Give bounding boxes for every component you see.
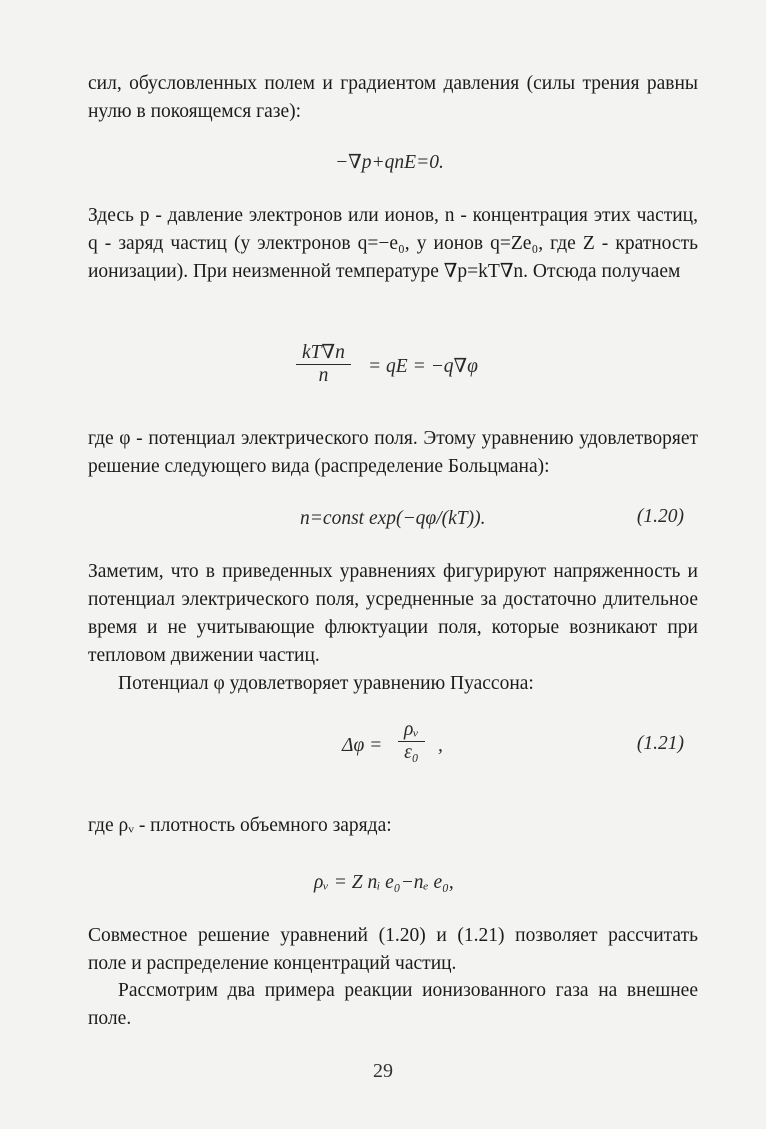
equation-boltzmann-distribution: n=const exp(−qφ/(kT)). [300, 508, 486, 529]
page-number: 29 [373, 1060, 393, 1082]
paragraph-2-prefix: Здесь [88, 205, 140, 226]
paragraph-2 [88, 202, 698, 286]
paragraph-7: Совместное решение уравнений (1.20) и (1.21) позволяет рассчитать поле и распределение концентраций частиц. [88, 925, 698, 974]
paragraph-8: Рассмотрим два примера реакции ионизованного газа на внешнее поле. [88, 980, 698, 1029]
paragraph-1: сил, обусловленных полем и градиентом давления (силы трения равны нулю в покоящемся газе): [88, 73, 698, 122]
paragraph-6: где ρᵥ - плотность объемного заряда: [88, 815, 392, 836]
equation-number-1-20: (1.20) [636, 506, 684, 527]
equation-number-1-21: (1.21) [636, 733, 684, 754]
fraction-numerator: ρᵥ [404, 719, 419, 740]
fraction-denominator: n [318, 365, 329, 386]
fraction-numerator: kT∇n [302, 342, 345, 363]
equation-force-balance: −∇p+qnE=0. [335, 152, 444, 173]
paragraph-2-text: p - давление электронов или ионов, n - концентрация этих частиц, q - заряд частиц (у электронов q=−e₀, у ионов q=Ze₀, где Z - кратность ионизации). При неизменной температуре ∇p=kT∇n. Отсюда получаем [88, 205, 698, 282]
equation-poisson-tail: , [438, 735, 443, 756]
paragraph-4: Заметим, что в приведенных уравнениях фигурируют напряженность и потенциал электрического поля, усредненные за достаточно длительное время и не учитывающие флюктуации поля, которые возникают при тепловом движении частиц. [88, 561, 698, 666]
equation-charge-density: ρᵥ = Z nᵢ e₀−nₑ e₀, [314, 872, 454, 893]
fraction-denominator: ε₀ [404, 742, 419, 763]
equation-poisson-fraction [398, 719, 425, 764]
equation-boltzmann-gradient [296, 340, 351, 387]
paragraph-3: где φ - потенциал электрического поля. Этому уравнению удовлетворяет решение следующего вида (распределение Больцмана): [88, 428, 698, 477]
paragraph-5: Потенциал φ удовлетворяет уравнению Пуассона: [118, 673, 534, 694]
equation-poisson-lhs: Δφ = [342, 735, 383, 756]
equation-boltzmann-gradient-rhs: = qE = −q∇φ [368, 356, 478, 377]
